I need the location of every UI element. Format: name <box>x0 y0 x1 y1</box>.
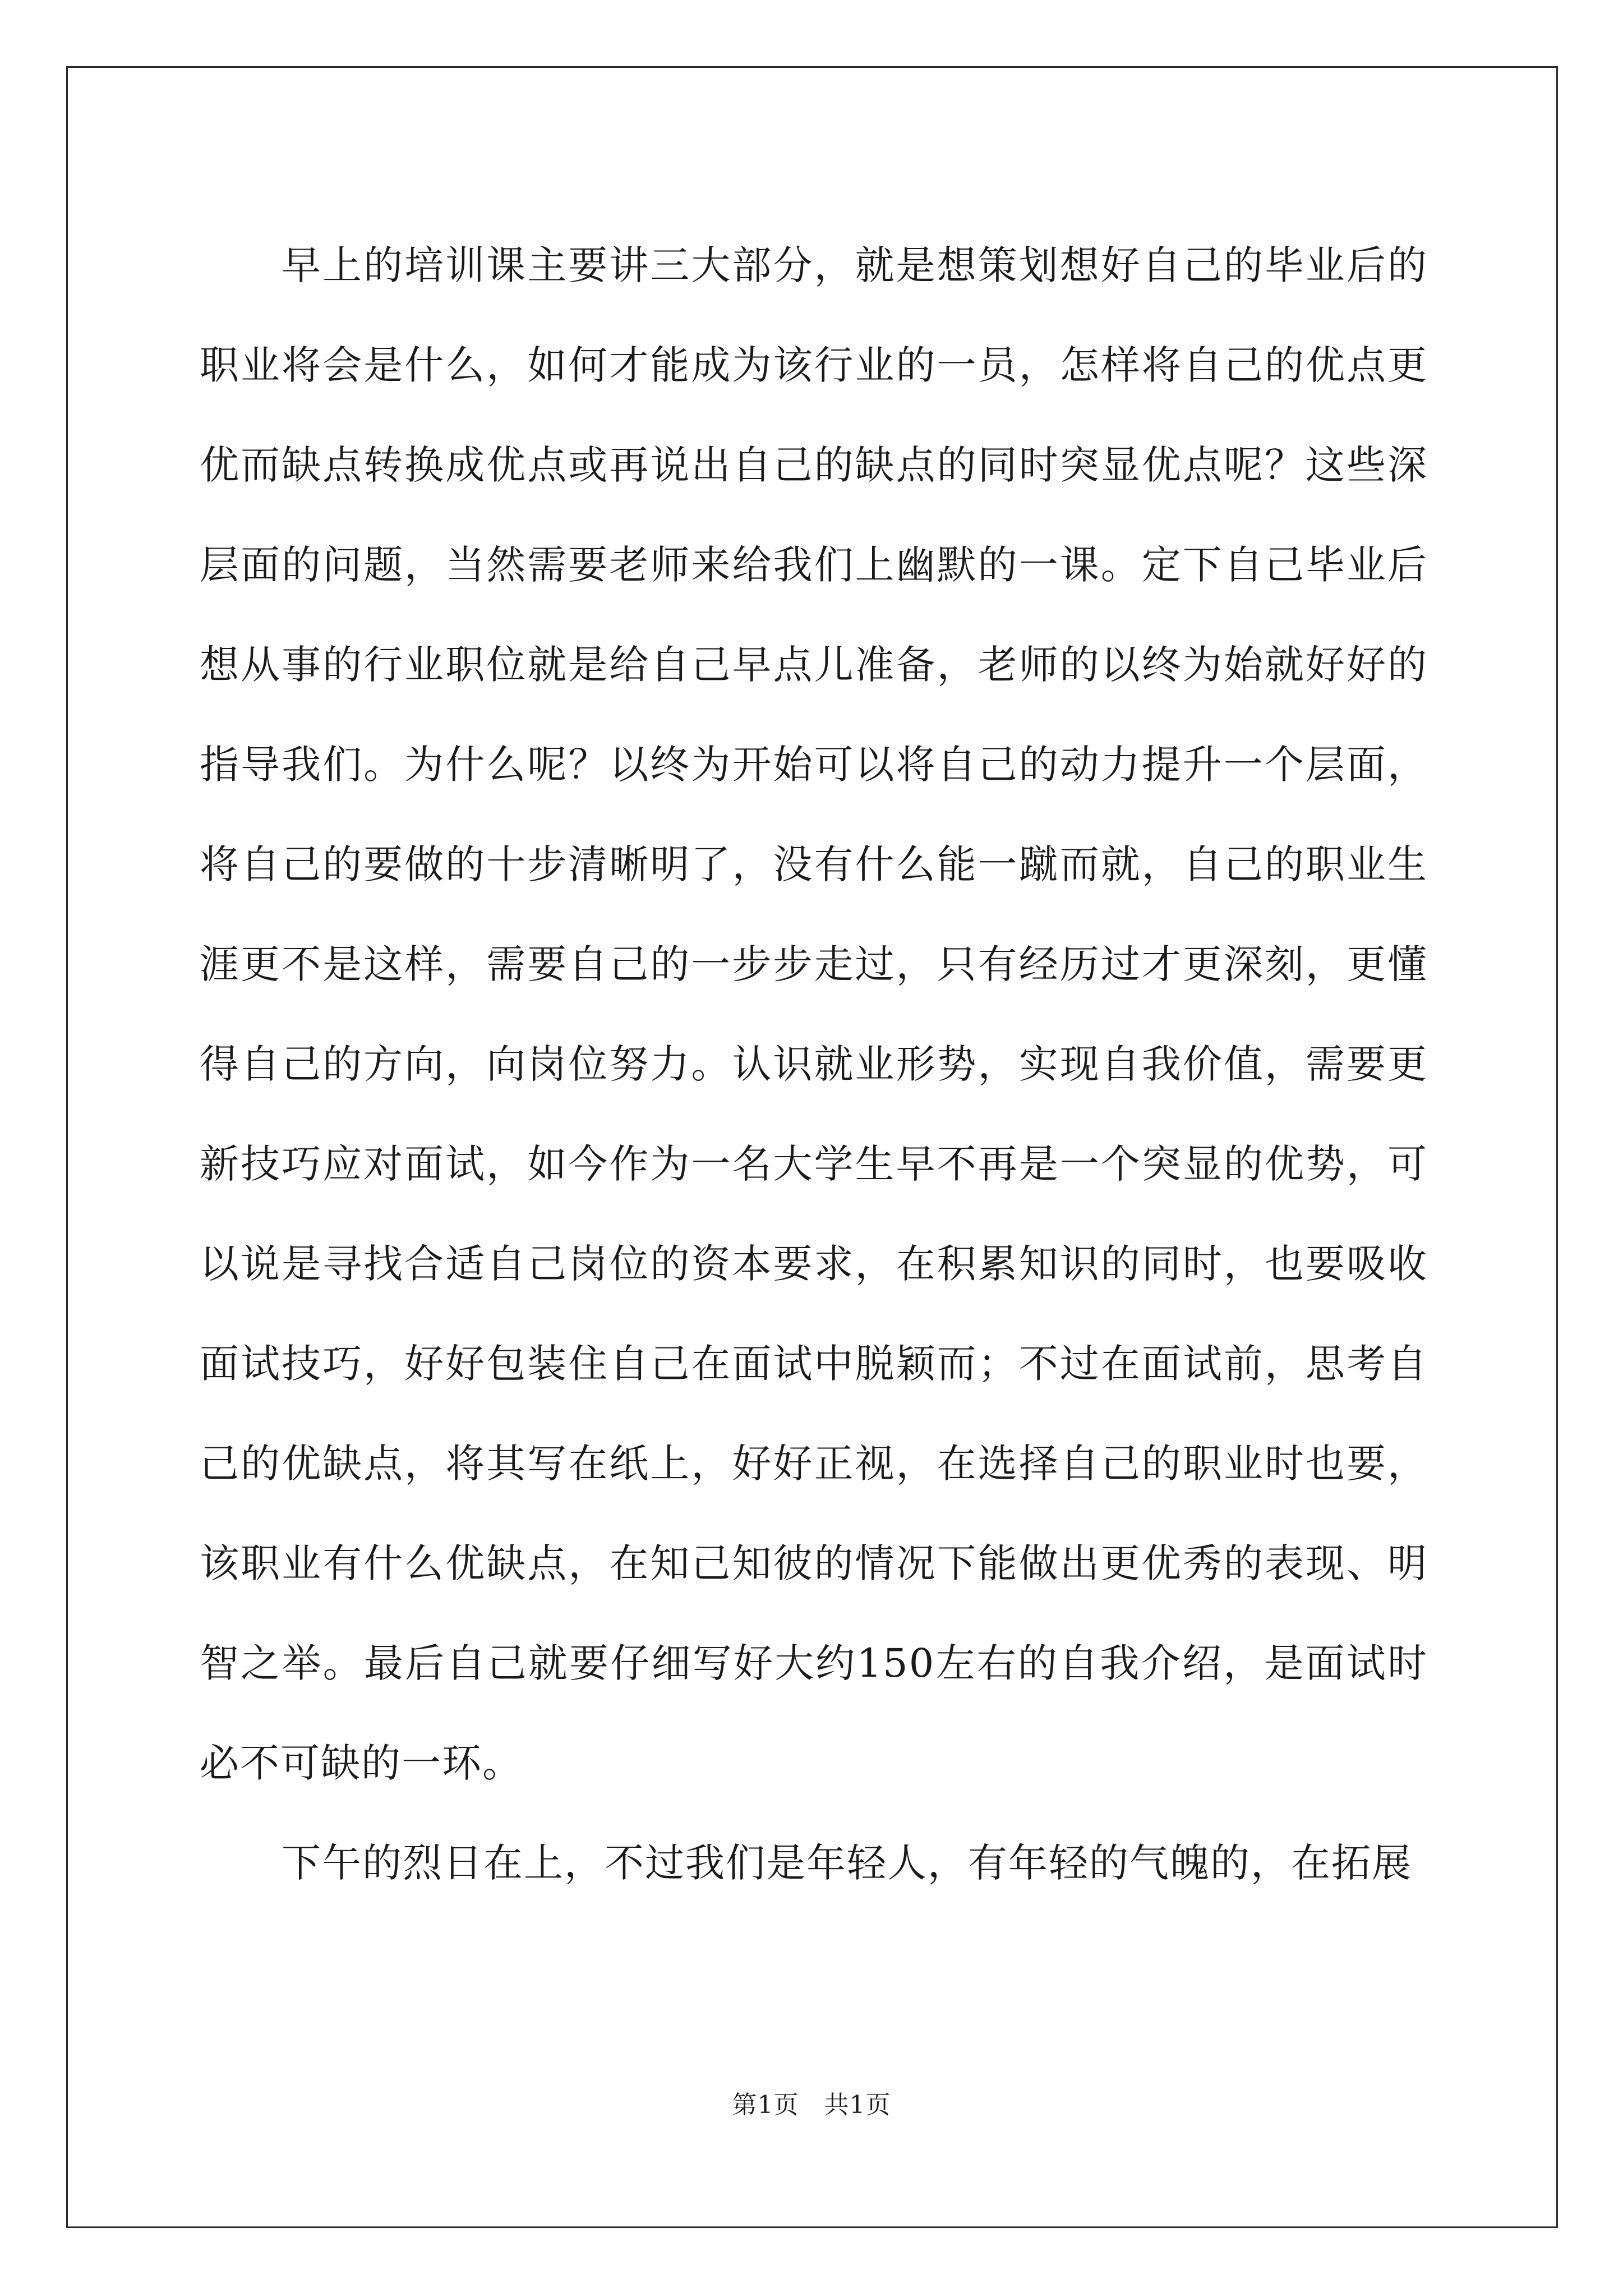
document-body <box>200 215 1428 1913</box>
paragraph-2: 下午的烈日在上，不过我们是年轻人，有年轻的气魄的，在拓展 <box>282 1840 1412 1886</box>
paragraph-1: 早上的培训课主要讲三大部分，就是想策划想好自己的毕业后的职业将会是什么，如何才能成为该行业的一员，怎样将自己的优点更优而缺点转换成优点或再说出自己的缺点的同时突显优点呢？这些深层面的问题，当然需要老师来给我们上幽默的一课。定下自己毕业后想从事的行业职位就是给自己早点儿准备，老师的以终为始就好好的指导我们。为什么呢？以终为开始可以将自己的动力提升一个层面，将自己的要做的十步清晰明了，没有什么能一蹴而就，自己的职业生涯更不是这样，需要自己的一步步走过，只有经历过才更深刻，更懂得自己的方向，向岗位努力。认识就业形势，实现自我价值，需要更新技巧应对面试，如今作为一名大学生早不再是一个突显的优势，可以说是寻找合适自己岗位的资本要求，在积累知识的同时，也要吸收面试技巧，好好包装住自己在面试中脱颖而；不过在面试前，思考自己的优缺点，将其写在纸上，好好正视，在选择自己的职业时也要，该职业有什么优缺点，在知己知彼的情况下能做出更优秀的表现、明智之举。最后自己就要仔细写好大约150左右的自我介绍，是面试时必不可缺的一环。 <box>200 242 1428 1786</box>
page-number-footer: 第1页 共1页 <box>732 2091 891 2119</box>
